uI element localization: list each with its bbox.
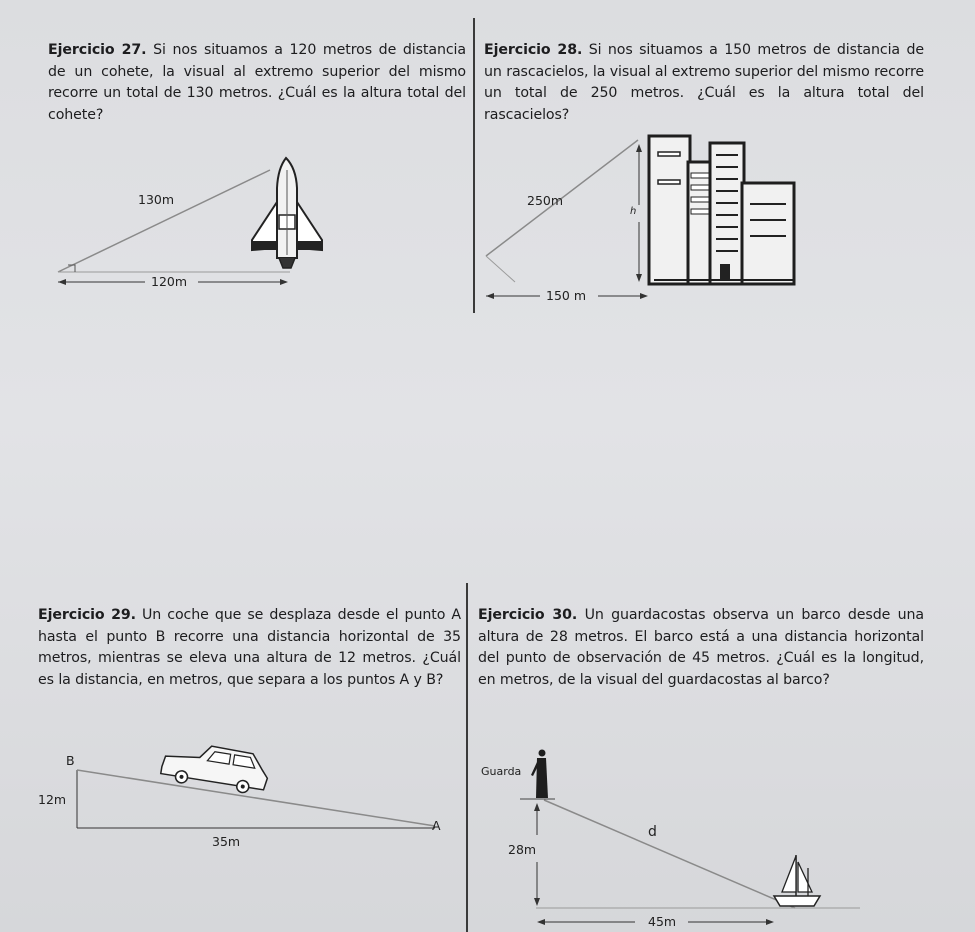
guard-figure-icon xyxy=(531,750,548,799)
exercise-29-text: Un coche que se desplaza desde el punto A hasta el punto B recorre una distancia horizontal de 35 metros, mientras se eleva una altura de 12 metros. ¿Cuál es la distancia, en metros, que separa a los puntos A y B? xyxy=(38,607,461,688)
skyscraper-hypotenuse-label: 250m xyxy=(527,193,564,208)
car-point-a-label: A xyxy=(432,818,441,833)
skyscraper-height-label: h xyxy=(630,206,637,217)
coastguard-hypotenuse-label: d xyxy=(648,824,657,840)
car-base-label: 35m xyxy=(212,834,241,849)
sailboat-icon xyxy=(774,855,820,906)
exercise-30-text: Un guardacostas observa un barco desde una altura de 28 metros. El barco está a una distancia horizontal del punto de observación de 45 metros. ¿Cuál es la longitud, en metros, de la visual del guardacostas al barco? xyxy=(478,607,924,688)
car-height-label: 12m xyxy=(38,792,67,807)
exercise-28-number: Ejercicio 28. xyxy=(484,42,583,58)
exercise-30-number: Ejercicio 30. xyxy=(478,607,578,623)
guard-label: Guarda xyxy=(481,765,522,778)
exercise-27-number: Ejercicio 27. xyxy=(48,42,147,58)
rocket-hypotenuse-label: 130m xyxy=(138,192,175,207)
skyscraper-base-label: 150 m xyxy=(546,288,587,303)
exercise-28-text: Si nos situamos a 150 metros de distancia de un rascacielos, la visual al extremo superior del mismo recorre un total de 250 metros. ¿Cuál es la altura total del rascacielos? xyxy=(484,42,924,123)
rocket-base-label: 120m xyxy=(151,274,188,289)
coastguard-height-label: 28m xyxy=(508,842,537,857)
exercise-27-text: Si nos situamos a 120 metros de distancia de un cohete, la visual al extremo superior del mismo recorre un total de 130 metros. ¿Cuál es la altura total del cohete? xyxy=(48,42,466,123)
coastguard-base-label: 45m xyxy=(648,914,677,929)
exercise-29-number: Ejercicio 29. xyxy=(38,607,136,623)
car-point-b-label: B xyxy=(66,753,75,768)
